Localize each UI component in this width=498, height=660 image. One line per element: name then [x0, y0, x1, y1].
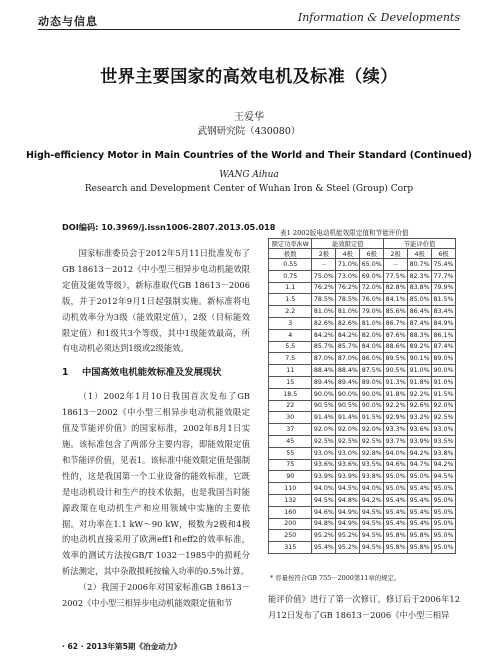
table-row	[269, 483, 456, 495]
table-row	[269, 259, 456, 271]
efficiency-cell: 75.0%	[312, 270, 336, 282]
power-cell: 4	[269, 329, 312, 341]
table-row	[269, 435, 456, 447]
efficiency-cell: 93.2%	[408, 412, 432, 424]
table-row	[269, 518, 456, 530]
efficiency-cell: 94.5%	[360, 518, 384, 530]
efficiency-cell: 82.3%	[408, 270, 432, 282]
efficiency-cell: 90.5%	[312, 400, 336, 412]
efficiency-cell: 89.5%	[384, 353, 408, 365]
efficiency-cell: 87.4%	[432, 341, 456, 353]
efficiency-cell: 86.4%	[408, 306, 432, 318]
efficiency-cell: 94.7%	[408, 459, 432, 471]
efficiency-cell: 75.4%	[432, 259, 456, 271]
efficiency-cell: 95.4%	[384, 506, 408, 518]
efficiency-cell: 85.7%	[312, 341, 336, 353]
efficiency-cell: 78.5%	[312, 294, 336, 306]
efficiency-cell: 88.6%	[384, 341, 408, 353]
efficiency-cell: 83.4%	[432, 306, 456, 318]
efficiency-cell: 95.0%	[384, 471, 408, 483]
table-row	[269, 353, 456, 365]
article-affiliation: 武钢研究院（430080）	[197, 126, 301, 137]
efficiency-cell: 93.6%	[312, 459, 336, 471]
body-paragraph: 能评价值》进行了第一次修订，修订后于2006年12月12日发布了GB 18613－2006《中小型三相异	[268, 594, 460, 620]
table-row	[269, 341, 456, 353]
efficiency-cell: 94.5%	[336, 483, 360, 495]
efficiency-cell: 86.0%	[360, 353, 384, 365]
efficiency-cell: 94.5%	[360, 530, 384, 542]
efficiency-cell: 94.2%	[408, 447, 432, 459]
section-title: 中国高效电机能效标准及发展现状	[82, 367, 222, 379]
efficiency-cell: 94.6%	[384, 459, 408, 471]
efficiency-cell: 95.4%	[408, 483, 432, 495]
efficiency-cell: 94.5%	[360, 506, 384, 518]
doi-code: DOI编码: 10.3969/j.issn1006-2807.2013.05.018	[62, 222, 276, 232]
efficiency-cell: 95.4%	[408, 506, 432, 518]
efficiency-cell: 94.5%	[360, 542, 384, 554]
efficiency-cell: 95.8%	[408, 542, 432, 554]
efficiency-cell: 88.4%	[312, 365, 336, 377]
efficiency-cell: 81.5%	[432, 294, 456, 306]
efficiency-cell: 91.4%	[312, 412, 336, 424]
efficiency-cell: 93.7%	[384, 435, 408, 447]
efficiency-cell: 76.2%	[336, 282, 360, 294]
efficiency-cell: 84.2%	[336, 329, 360, 341]
power-cell: 315	[269, 542, 312, 554]
efficiency-cell: 84.2%	[312, 329, 336, 341]
efficiency-cell: 87.5%	[360, 365, 384, 377]
efficiency-cell: 94.5%	[312, 494, 336, 506]
efficiency-cell: 93.9%	[312, 471, 336, 483]
table-row	[269, 471, 456, 483]
power-cell: 110	[269, 483, 312, 495]
efficiency-cell: 91.8%	[408, 376, 432, 388]
table-poles-row	[269, 249, 456, 259]
efficiency-cell: 91.0%	[432, 376, 456, 388]
efficiency-cell: 81.0%	[336, 306, 360, 318]
power-cell: 15	[269, 376, 312, 388]
efficiency-cell: 84.1%	[384, 294, 408, 306]
section-heading	[62, 365, 250, 381]
efficiency-cell: 82.0%	[360, 329, 384, 341]
table-row	[269, 282, 456, 294]
header-cell-power: 额定功率/kW	[269, 239, 312, 249]
efficiency-cell: 95.2%	[336, 530, 360, 542]
section-header: 动态与信息	[38, 15, 98, 28]
efficiency-cell: 92.2%	[384, 400, 408, 412]
power-cell: 18.5	[269, 388, 312, 400]
efficiency-cell: 85.7%	[336, 341, 360, 353]
efficiency-cell: 83.8%	[408, 282, 432, 294]
efficiency-cell: 79.0%	[360, 306, 384, 318]
table-row	[269, 412, 456, 424]
efficiency-cell: 94.9%	[336, 506, 360, 518]
header-cell-limit: 能效限定值	[312, 239, 384, 249]
efficiency-cell: 85.0%	[408, 294, 432, 306]
power-cell: 7.5	[269, 353, 312, 365]
pole-cell: 6极	[360, 249, 384, 259]
table-row	[269, 506, 456, 518]
left-column	[62, 246, 250, 612]
efficiency-cell: 95.4%	[384, 518, 408, 530]
efficiency-cell: 92.6%	[408, 400, 432, 412]
efficiency-cell: 71.0%	[336, 259, 360, 271]
efficiency-cell: 91.5%	[432, 388, 456, 400]
table-caption: 表1 2002版电动机能效限定值和节能评价值	[280, 229, 409, 237]
article-title-en: High-efficiency Motor in Main Countries of the World and Their Standard (Continued)	[26, 150, 472, 161]
efficiency-cell: 92.9%	[384, 412, 408, 424]
table-note: * 容量按符合GB 755－2000第11章的规定。	[270, 574, 401, 582]
efficiency-cell: 87.0%	[336, 353, 360, 365]
efficiency-cell: 82.8%	[384, 282, 408, 294]
article-author: 王爱华	[234, 112, 264, 123]
efficiency-cell: 93.5%	[360, 459, 384, 471]
efficiency-cell: 94.6%	[312, 506, 336, 518]
table-row	[269, 306, 456, 318]
efficiency-cell: 91.3%	[384, 376, 408, 388]
power-cell: 22	[269, 400, 312, 412]
efficiency-cell: 89.4%	[312, 376, 336, 388]
efficiency-cell: 95.0%	[432, 542, 456, 554]
table-row	[269, 388, 456, 400]
efficiency-cell: 94.8%	[336, 494, 360, 506]
efficiency-cell: 92.0%	[336, 424, 360, 436]
power-cell: 1.5	[269, 294, 312, 306]
efficiency-cell: 95.4%	[408, 518, 432, 530]
power-cell: 0.55	[269, 259, 312, 271]
efficiency-cell: 91.5%	[360, 412, 384, 424]
power-cell: 0.75	[269, 270, 312, 282]
efficiency-cell: 86.1%	[432, 329, 456, 341]
efficiency-cell: 80.7%	[408, 259, 432, 271]
power-cell: 5.5	[269, 341, 312, 353]
power-cell: 90	[269, 471, 312, 483]
table-row	[269, 329, 456, 341]
efficiency-cell: 85.6%	[384, 306, 408, 318]
efficiency-cell: 95.0%	[432, 518, 456, 530]
pole-cell: 6极	[432, 249, 456, 259]
efficiency-cell: 84.9%	[432, 317, 456, 329]
efficiency-cell: 92.0%	[432, 400, 456, 412]
table-row	[269, 542, 456, 554]
header-cell-eval: 节能评价值	[384, 239, 456, 249]
table-row	[269, 494, 456, 506]
power-cell: 75	[269, 459, 312, 471]
efficiency-table	[268, 238, 456, 554]
efficiency-cell: 77.5%	[384, 270, 408, 282]
power-cell: 55	[269, 447, 312, 459]
table-row	[269, 365, 456, 377]
table-row	[269, 459, 456, 471]
efficiency-cell: 90.0%	[360, 388, 384, 400]
efficiency-cell: 81.0%	[312, 306, 336, 318]
pole-cell: 2极	[312, 249, 336, 259]
body-paragraph: （2）我国于2006年对国家标准GB 18613－2002《中小型三相异步电动机能效限定值和节	[62, 582, 250, 609]
efficiency-cell: 94.8%	[312, 518, 336, 530]
efficiency-cell: 89.4%	[336, 376, 360, 388]
efficiency-cell: 94.0%	[384, 447, 408, 459]
journal-header: Information & Developments	[297, 11, 460, 24]
power-cell: 132	[269, 494, 312, 506]
efficiency-cell: 93.9%	[336, 471, 360, 483]
efficiency-cell: 76.0%	[360, 294, 384, 306]
efficiency-cell: 81.0%	[360, 317, 384, 329]
pole-cell: 4极	[408, 249, 432, 259]
efficiency-cell: 95.4%	[384, 494, 408, 506]
efficiency-cell: 92.5%	[312, 435, 336, 447]
efficiency-cell: 65.0%	[360, 259, 384, 271]
page-footer: · 62 · 2013年第5期《冶金动力》	[62, 642, 182, 651]
header-cell-poles: 极数	[269, 249, 312, 259]
efficiency-cell: 90.5%	[384, 365, 408, 377]
efficiency-cell: 94.5%	[432, 471, 456, 483]
efficiency-cell: 93.6%	[408, 424, 432, 436]
efficiency-cell: 95.0%	[432, 483, 456, 495]
efficiency-cell: 90.0%	[312, 388, 336, 400]
efficiency-cell: 94.9%	[336, 518, 360, 530]
article-affiliation-en: Research and Development Center of Wuhan Iron & Steel (Group) Corp	[84, 184, 414, 194]
power-cell: 160	[269, 506, 312, 518]
body-paragraph: 国家标准委员会于2012年5月11日批准发布了GB 18613－2012《中小型三相异步电动机能效限定值及能效等级》，新标准取代GB 18613－2006版，并于2012年9月1日起强制实施。新标准将电动机效率分为3级（能效限定值），2级（目标能效限定值）和1级共3个等级，其中1级能效最高，所有电动机必须达到1级或2级能效。	[62, 248, 250, 354]
efficiency-cell: 95.0%	[408, 471, 432, 483]
article-title: 世界主要国家的高效电机及标准（续）	[100, 67, 398, 87]
table-header-row	[269, 239, 456, 249]
efficiency-cell: 89.0%	[360, 376, 384, 388]
table-row	[269, 376, 456, 388]
efficiency-cell: 93.8%	[432, 447, 456, 459]
efficiency-cell: 95.8%	[384, 530, 408, 542]
efficiency-cell: 88.3%	[408, 329, 432, 341]
efficiency-cell: 93.6%	[336, 459, 360, 471]
efficiency-cell: 77.7%	[432, 270, 456, 282]
efficiency-cell: 93.9%	[408, 435, 432, 447]
section-number: 1	[62, 367, 69, 379]
efficiency-cell: 95.8%	[384, 542, 408, 554]
efficiency-cell: 93.0%	[336, 447, 360, 459]
efficiency-cell: 92.8%	[360, 447, 384, 459]
efficiency-cell: 92.5%	[432, 412, 456, 424]
efficiency-cell: 94.2%	[360, 494, 384, 506]
efficiency-cell: 87.6%	[384, 329, 408, 341]
efficiency-cell: 90.0%	[432, 365, 456, 377]
table-row	[269, 447, 456, 459]
efficiency-cell: 94.0%	[312, 483, 336, 495]
efficiency-cell: 95.4%	[312, 542, 336, 554]
efficiency-cell: 92.2%	[408, 388, 432, 400]
power-cell: 11	[269, 365, 312, 377]
efficiency-cell: 91.0%	[408, 365, 432, 377]
efficiency-cell: 95.0%	[432, 494, 456, 506]
efficiency-cell: －	[312, 259, 336, 271]
right-column	[268, 592, 460, 624]
header-divider	[38, 29, 460, 30]
efficiency-cell: 90.0%	[336, 388, 360, 400]
power-cell: 3	[269, 317, 312, 329]
efficiency-cell: 88.4%	[336, 365, 360, 377]
pole-cell: 2极	[384, 249, 408, 259]
efficiency-cell: 95.0%	[384, 483, 408, 495]
table-row	[269, 270, 456, 282]
efficiency-cell: 95.8%	[408, 530, 432, 542]
article-author-en: WANG Aihua	[219, 170, 279, 180]
power-cell: 30	[269, 412, 312, 424]
efficiency-cell: 87.0%	[312, 353, 336, 365]
power-cell: 37	[269, 424, 312, 436]
efficiency-cell: 69.0%	[360, 270, 384, 282]
efficiency-cell: 82.6%	[336, 317, 360, 329]
efficiency-cell: 93.5%	[432, 435, 456, 447]
efficiency-cell: 78.5%	[336, 294, 360, 306]
efficiency-cell: 91.8%	[384, 388, 408, 400]
efficiency-cell: 91.4%	[336, 412, 360, 424]
efficiency-cell: 87.4%	[408, 317, 432, 329]
table-row	[269, 400, 456, 412]
power-cell: 2.2	[269, 306, 312, 318]
efficiency-cell: 73.0%	[336, 270, 360, 282]
efficiency-cell: －	[384, 259, 408, 271]
efficiency-cell: 92.5%	[360, 435, 384, 447]
efficiency-cell: 93.8%	[360, 471, 384, 483]
efficiency-cell: 93.3%	[384, 424, 408, 436]
table-row	[269, 294, 456, 306]
efficiency-cell: 90.1%	[408, 353, 432, 365]
efficiency-cell: 72.0%	[360, 282, 384, 294]
efficiency-cell: 92.0%	[312, 424, 336, 436]
efficiency-cell: 95.4%	[408, 494, 432, 506]
efficiency-cell: 95.2%	[312, 530, 336, 542]
efficiency-cell: 90.0%	[360, 400, 384, 412]
table-row	[269, 424, 456, 436]
power-cell: 250	[269, 530, 312, 542]
efficiency-cell: 86.7%	[384, 317, 408, 329]
efficiency-cell: 95.0%	[432, 530, 456, 542]
efficiency-cell: 93.0%	[432, 424, 456, 436]
efficiency-cell: 79.9%	[432, 282, 456, 294]
efficiency-cell: 94.0%	[360, 483, 384, 495]
table-row	[269, 317, 456, 329]
pole-cell: 4极	[336, 249, 360, 259]
efficiency-cell: 93.0%	[312, 447, 336, 459]
efficiency-cell: 89.2%	[408, 341, 432, 353]
body-paragraph: （1）2002年1月10日我国首次发布了GB 18613－2002《中小型三相异步电动机能效限定值及节能评价值》的国家标准，2002年8月1日实施。该标准包含了两部分主要内容，即能效限定值和节能评价值，见表1。该标准中能效限定值是强制性的，这是我国第一个工业设备的能效标准，它既是电动机设计和生产的技术依据，也是我国当时能源政策在电动机生产和应用领域中实施的主要依据。对功率在1.1 kW～90 kW，极数为2极和4极的电动机直接采用了欧洲eff1和eff2的效率标准，效率的测试方法按GB/T 1032－1985中的损耗分析法测定，其中杂散损耗按输入功率的0.5%计算。	[62, 391, 250, 577]
efficiency-cell: 84.0%	[360, 341, 384, 353]
power-cell: 1.1	[269, 282, 312, 294]
efficiency-cell: 89.0%	[432, 353, 456, 365]
power-cell: 45	[269, 435, 312, 447]
table-row	[269, 530, 456, 542]
efficiency-cell: 90.5%	[336, 400, 360, 412]
efficiency-cell: 92.0%	[360, 424, 384, 436]
efficiency-cell: 95.2%	[336, 542, 360, 554]
efficiency-cell: 82.6%	[312, 317, 336, 329]
efficiency-cell: 92.5%	[336, 435, 360, 447]
efficiency-cell: 94.2%	[432, 459, 456, 471]
efficiency-cell: 95.0%	[432, 506, 456, 518]
efficiency-cell: 76.2%	[312, 282, 336, 294]
power-cell: 200	[269, 518, 312, 530]
